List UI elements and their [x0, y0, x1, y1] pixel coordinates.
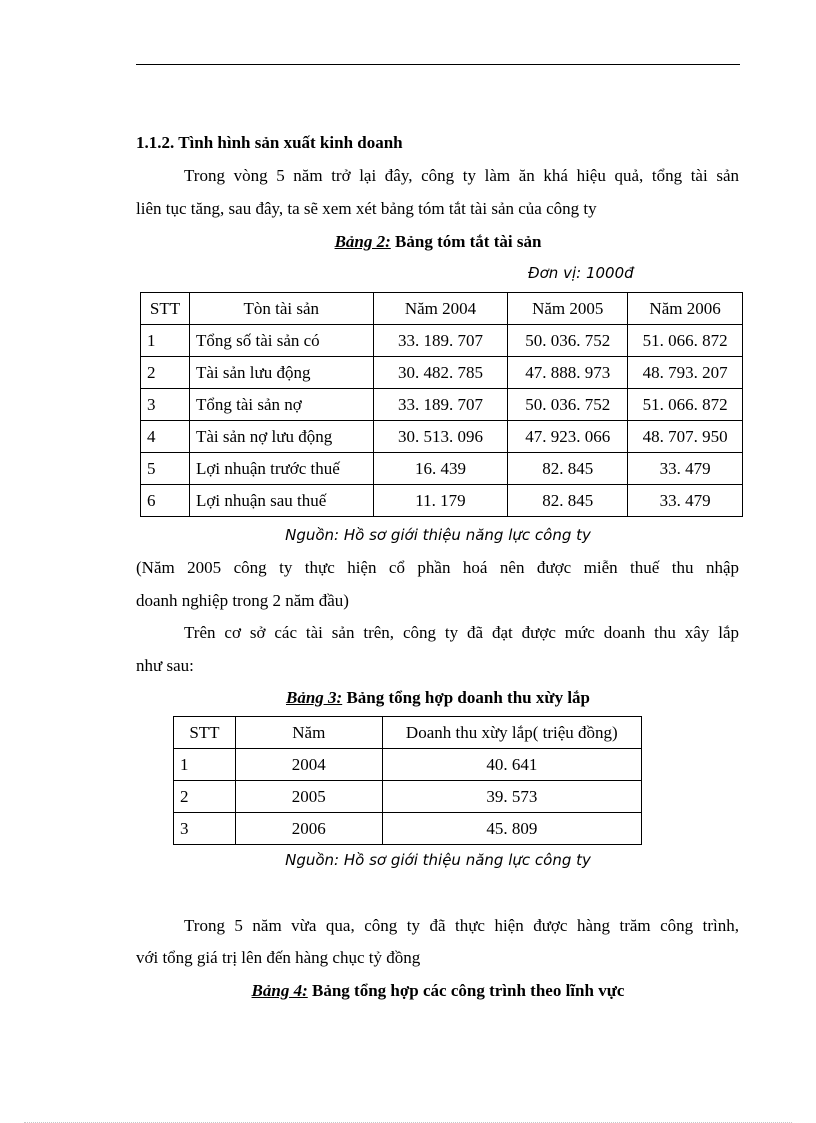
table-cell: 1 [141, 325, 190, 357]
table2-caption-title: Bảng tóm tắt tài sản [390, 232, 542, 251]
paragraph-line: liên tục tăng, sau đây, ta sẽ xem xét bảng tóm tắt tài sản của công ty [136, 199, 597, 218]
table2-caption-label: Bảng 2: [334, 232, 391, 251]
section-heading: 1.1.2. Tình hình sản xuất kinh doanh [136, 133, 403, 152]
table-cell: 82. 845 [508, 485, 628, 517]
table-cell: 33. 479 [628, 485, 743, 517]
table3-caption [136, 688, 740, 708]
table-cell: 2004 [235, 749, 382, 781]
table-row [141, 325, 743, 357]
paragraph-line: với tổng giá trị lên đến hàng chục tỷ đồng [136, 948, 421, 967]
table-cell: 6 [141, 485, 190, 517]
paragraph-line: Trong 5 năm vừa qua, công ty đã thực hiện được hàng trăm công trình, [184, 916, 739, 935]
table-cell: 11. 179 [373, 485, 508, 517]
table4-caption-title: Bảng tổng hợp các công trình theo lĩnh vực [307, 981, 625, 1000]
table-cell: 5 [141, 453, 190, 485]
table-cell: 3 [141, 389, 190, 421]
table-row [141, 389, 743, 421]
table-header-cell: Doanh thu xừy lắp( triệu đồng) [382, 717, 641, 749]
table-header-row [174, 717, 642, 749]
paragraph-line: như sau: [136, 656, 194, 675]
table-cell: Tổng số tài sản có [189, 325, 373, 357]
table-cell: 47. 923. 066 [508, 421, 628, 453]
table3-source: Nguồn: Hồ sơ giới thiệu năng lực công ty [285, 851, 591, 869]
table-cell: 1 [174, 749, 236, 781]
table-cell: 48. 793. 207 [628, 357, 743, 389]
table-row [141, 357, 743, 389]
table-cell: 2006 [235, 813, 382, 845]
table-cell: 2 [174, 781, 236, 813]
table-cell: 50. 036. 752 [508, 389, 628, 421]
table-cell: 45. 809 [382, 813, 641, 845]
table-cell: 50. 036. 752 [508, 325, 628, 357]
table-cell: 40. 641 [382, 749, 641, 781]
table-header-cell: STT [174, 717, 236, 749]
table-cell: Lợi nhuận sau thuế [189, 485, 373, 517]
table3-caption-label: Bảng 3: [285, 688, 343, 707]
table-cell: 33. 479 [628, 453, 743, 485]
table-header-cell: Năm 2004 [373, 293, 508, 325]
table-cell: Tài sản lưu động [189, 357, 373, 389]
table-cell: 33. 189. 707 [373, 325, 508, 357]
table-cell: 48. 707. 950 [628, 421, 743, 453]
table3-caption-title: Bảng tổng hợp doanh thu xừy lắp [342, 688, 590, 707]
table-header-cell: Năm 2006 [628, 293, 743, 325]
table-header-cell: STT [141, 293, 190, 325]
paragraph-line: Trên cơ sở các tài sản trên, công ty đã đạt được mức doanh thu xây lắp [184, 623, 739, 642]
table-header-row [141, 293, 743, 325]
table-cell: 33. 189. 707 [373, 389, 508, 421]
table-row [174, 813, 642, 845]
table-cell: 30. 482. 785 [373, 357, 508, 389]
table-cell: 39. 573 [382, 781, 641, 813]
paragraph-line: Trong vòng 5 năm trở lại đây, công ty làm ăn khá hiệu quả, tổng tài sản [184, 166, 739, 185]
table-header-cell: Tòn tài sản [189, 293, 373, 325]
table-cell: Tổng tài sản nợ [189, 389, 373, 421]
table-cell: 47. 888. 973 [508, 357, 628, 389]
header-rule [136, 64, 740, 65]
table2-source: Nguồn: Hồ sơ giới thiệu năng lực công ty [285, 526, 591, 544]
table-cell: 51. 066. 872 [628, 325, 743, 357]
table2-caption [136, 232, 740, 252]
table-cell: 82. 845 [508, 453, 628, 485]
table-cell: 16. 439 [373, 453, 508, 485]
table-header-cell: Năm [235, 717, 382, 749]
table-cell: 30. 513. 096 [373, 421, 508, 453]
table-cell: 4 [141, 421, 190, 453]
table4-caption-label: Bảng 4: [251, 981, 308, 1000]
table-cell: 2 [141, 357, 190, 389]
table-cell: 3 [174, 813, 236, 845]
table-row [174, 781, 642, 813]
table-row [174, 749, 642, 781]
table-cell: Lợi nhuận trước thuế [189, 453, 373, 485]
table2 [140, 292, 743, 517]
table2-unit: Đơn vị: 1000đ [528, 264, 634, 282]
table-row [141, 485, 743, 517]
table-cell: 51. 066. 872 [628, 389, 743, 421]
table4-caption [136, 981, 740, 1001]
table-cell: 2005 [235, 781, 382, 813]
table-header-cell: Năm 2005 [508, 293, 628, 325]
table-row [141, 421, 743, 453]
note-line: doanh nghiệp trong 2 năm đầu) [136, 591, 349, 610]
table-cell: Tài sản nợ lưu động [189, 421, 373, 453]
table-row [141, 453, 743, 485]
note-line: (Năm 2005 công ty thực hiện cổ phần hoá nên được miễn thuế thu nhập [136, 558, 739, 577]
table3 [173, 716, 642, 845]
